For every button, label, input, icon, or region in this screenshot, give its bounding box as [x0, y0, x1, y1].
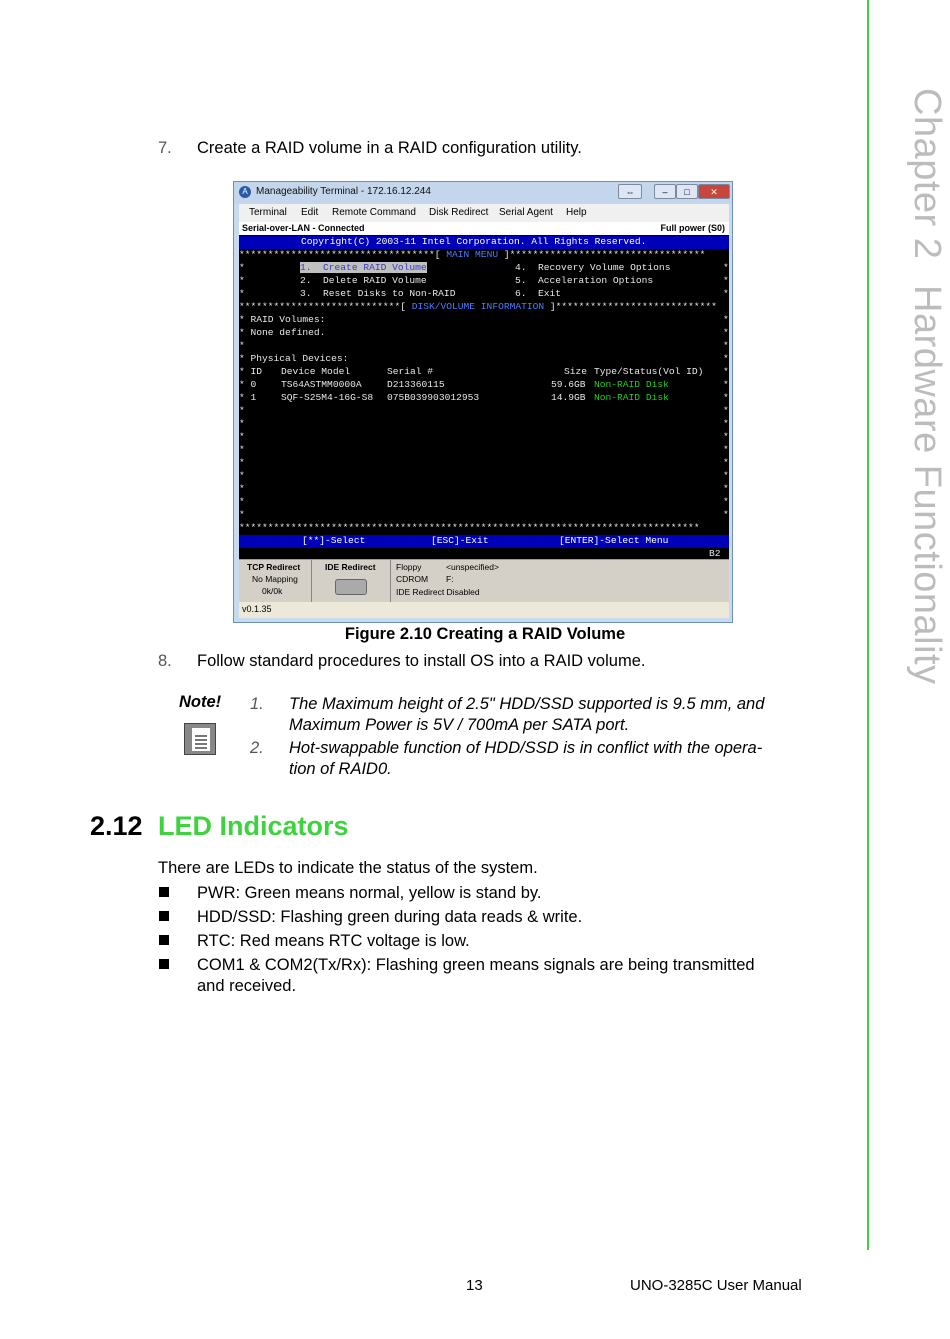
footer-exit: [ESC]-Exit: [431, 535, 489, 546]
terminal-border-left: *: [239, 496, 245, 507]
menu-disk-redirect[interactable]: Disk Redirect: [429, 207, 489, 218]
cdrom-value: F:: [446, 574, 454, 584]
menu-option-3[interactable]: 3. Reset Disks to Non-RAID: [300, 288, 456, 299]
step-7-number: 7.: [158, 139, 172, 157]
bullet-icon: [159, 935, 169, 945]
note-1-number: 1.: [250, 695, 264, 713]
terminal-border-left: *: [239, 457, 245, 468]
menu-serial-agent[interactable]: Serial Agent: [499, 207, 553, 218]
ide-redirect-title: IDE Redirect: [325, 562, 376, 572]
raid-volumes-label: RAID Volumes:: [250, 314, 326, 325]
note-2-number: 2.: [250, 739, 264, 757]
col-type: Type/Status(Vol ID): [594, 366, 704, 377]
bullet-icon: [159, 959, 169, 969]
cdrom-label: CDROM: [396, 574, 429, 584]
tcp-rate: 0k/0k: [262, 586, 283, 596]
footer-select: [**]-Select: [302, 535, 366, 546]
section-intro: There are LEDs to indicate the status of the system.: [158, 859, 538, 877]
terminal-screen[interactable]: Copyright(C) 2003-11 Intel Corporation. All Rights Reserved. **********************************[ MAIN MENU ]********************************** * * * * * * 1. Create RAID Volume 2. Delete RAID Volume 3. Reset Disks to Non-RAID 4. Recovery Volume Options 5. Acceleration Options 6. Exit ****************************[ DISK/VOLUME INFORMATION ]**************************** * RAID Volumes: * None defined. * * Physical Devices: * ID Device Model Serial # Size Type/Status(Vol ID) * 0 TS64ASTMM0000A D213360115 59.6GB Non-RAID Disk * 1 SQF-S25M4-16G-S8 075B039903012953 14.9GB Non-RAID Disk * * * * * * * * * * * * * * * * * * * * * * * * * ******************************************************************************** [**]-Select [ESC]-Exit [ENTER]-Select Menu B2: [239, 236, 729, 559]
bullet-rtc: RTC: Red means RTC voltage is low.: [197, 932, 470, 950]
terminal-border-right: *: [723, 314, 729, 325]
menu-bar: [239, 204, 729, 222]
bullet-com: COM1 & COM2(Tx/Rx): Flashing green means signals are being transmitted: [197, 956, 755, 974]
info-title: DISK/VOLUME INFORMATION: [411, 301, 545, 312]
terminal-border-right: *: [723, 496, 729, 507]
device-1-model: SQF-S25M4-16G-S8: [281, 392, 374, 403]
redirect-status-panel: [239, 559, 729, 603]
window-titlebar: [234, 182, 732, 204]
menu-help[interactable]: Help: [566, 207, 587, 218]
col-id: ID: [250, 366, 263, 377]
step-8-text: Follow standard procedures to install OS into a RAID volume.: [197, 652, 646, 670]
device-0-size: 59.6GB: [551, 379, 586, 390]
terminal-border-right: *: [723, 379, 729, 390]
ide-status: IDE Redirect Disabled: [396, 587, 480, 597]
main-menu-border: **********************************[ MAIN MENU ]**********************************: [239, 249, 706, 260]
border-left: *: [239, 262, 245, 273]
menu-remote-command[interactable]: Remote Command: [332, 207, 416, 218]
note-1-line2: Maximum Power is 5V / 700mA per SATA port.: [289, 716, 630, 734]
terminal-border-right: *: [723, 340, 729, 351]
ide-drive-icon: [335, 579, 367, 595]
terminal-border-right: *: [723, 353, 729, 364]
version-text: v0.1.35: [242, 604, 272, 614]
terminal-border-left: *: [239, 444, 245, 455]
col-size: Size: [564, 366, 588, 377]
main-menu-title: MAIN MENU: [446, 249, 499, 260]
step-8-number: 8.: [158, 652, 172, 670]
section-title: LED Indicators: [158, 811, 349, 841]
menu-option-6[interactable]: 6. Exit: [515, 288, 562, 299]
device-1-size: 14.9GB: [551, 392, 586, 403]
floppy-label: Floppy: [396, 562, 422, 572]
terminal-border-right: *: [723, 405, 729, 416]
bullet-hdd: HDD/SSD: Flashing green during data reads & write.: [197, 908, 583, 926]
device-0-model: TS64ASTMM0000A: [281, 379, 362, 390]
power-status: Full power (S0): [660, 223, 725, 233]
minimize-button[interactable]: –: [654, 184, 676, 199]
device-1-status: Non-RAID Disk: [594, 392, 669, 403]
version-bar: [239, 602, 729, 618]
none-defined-text: None defined.: [250, 327, 326, 338]
terminal-border-right: *: [723, 470, 729, 481]
footer-enter: [ENTER]-Select Menu: [559, 535, 669, 546]
terminal-border-right: *: [723, 366, 729, 377]
terminal-border-right: *: [723, 444, 729, 455]
bullet-icon: [159, 911, 169, 921]
terminal-footer-bar: [239, 535, 729, 548]
physical-devices-label: Physical Devices:: [250, 353, 349, 364]
copyright-bar: [239, 236, 729, 249]
menu-option-5[interactable]: 5. Acceleration Options: [515, 275, 654, 286]
step-7-text: Create a RAID volume in a RAID configuration utility.: [197, 139, 582, 157]
terminal-border-right: *: [723, 431, 729, 442]
col-serial: Serial #: [387, 366, 434, 377]
terminal-border-left: *: [239, 418, 245, 429]
note-1-line1: The Maximum height of 2.5" HDD/SSD supported is 9.5 mm, and: [289, 695, 765, 713]
terminal-border-right: *: [723, 392, 729, 403]
terminal-border-right: *: [723, 327, 729, 338]
note-label: Note!: [179, 693, 222, 711]
terminal-border-left: *: [239, 483, 245, 494]
connection-status: Serial-over-LAN - Connected: [242, 223, 365, 233]
terminal-border-left: *: [239, 470, 245, 481]
chapter-side-label: [905, 88, 948, 685]
terminal-border-left: *: [239, 405, 245, 416]
tcp-redirect-title: TCP Redirect: [247, 562, 301, 572]
note-document-icon: [184, 723, 216, 755]
terminal-border-left: *: [239, 431, 245, 442]
menu-option-1[interactable]: 1. Create RAID Volume: [300, 262, 427, 273]
maximize-button[interactable]: □: [676, 184, 698, 199]
chapter-number: Chapter 2: [906, 88, 948, 260]
menu-option-4[interactable]: 4. Recovery Volume Options: [515, 262, 671, 273]
chapter-title: Hardware Functionality: [906, 285, 948, 685]
menu-edit[interactable]: Edit: [301, 207, 319, 218]
figure-caption: Figure 2.10 Creating a RAID Volume: [344, 625, 626, 643]
close-button[interactable]: ✕: [698, 184, 730, 199]
app-logo-icon: A: [239, 186, 251, 198]
device-0-status: Non-RAID Disk: [594, 379, 669, 390]
terminal-border-right: *: [723, 457, 729, 468]
copyright-text: Copyright(C) 2003-11 Intel Corporation. All Rights Reserved.: [301, 236, 647, 247]
page-number: 13: [466, 1277, 483, 1294]
col-model: Device Model: [281, 366, 351, 377]
info-border: ****************************[ DISK/VOLUME INFORMATION ]****************************: [239, 301, 717, 312]
device-0-serial: D213360115: [387, 379, 445, 390]
connection-status-bar: [239, 222, 729, 235]
menu-terminal[interactable]: Terminal: [249, 207, 287, 218]
device-row: * 1: [239, 392, 257, 403]
window-title: Manageability Terminal - 172.16.12.244: [256, 186, 431, 197]
swap-icon[interactable]: ⇔: [618, 184, 642, 199]
bullet-com-continued: and received.: [197, 977, 297, 995]
manual-name: UNO-3285C User Manual: [630, 1277, 802, 1294]
note-2-line1: Hot-swappable function of HDD/SSD is in conflict with the opera-: [289, 739, 763, 757]
section-number: 2.12: [90, 811, 143, 841]
device-row: * 0: [239, 379, 257, 390]
menu-option-2[interactable]: 2. Delete RAID Volume: [300, 275, 427, 286]
floppy-value: <unspecified>: [446, 562, 499, 572]
manageability-terminal-screenshot: [233, 181, 733, 623]
bullet-icon: [159, 887, 169, 897]
terminal-border-right: *: [723, 483, 729, 494]
device-1-serial: 075B039903012953: [387, 392, 480, 403]
note-2-line2: tion of RAID0.: [289, 760, 392, 778]
tcp-no-mapping: No Mapping: [252, 574, 298, 584]
terminal-code: B2: [709, 548, 721, 559]
terminal-border-right: *: [723, 509, 729, 520]
terminal-border-left: *: [239, 509, 245, 520]
bottom-border: ********************************************************************************: [239, 522, 700, 533]
terminal-border-right: *: [723, 418, 729, 429]
bullet-pwr: PWR: Green means normal, yellow is stand by.: [197, 884, 542, 902]
